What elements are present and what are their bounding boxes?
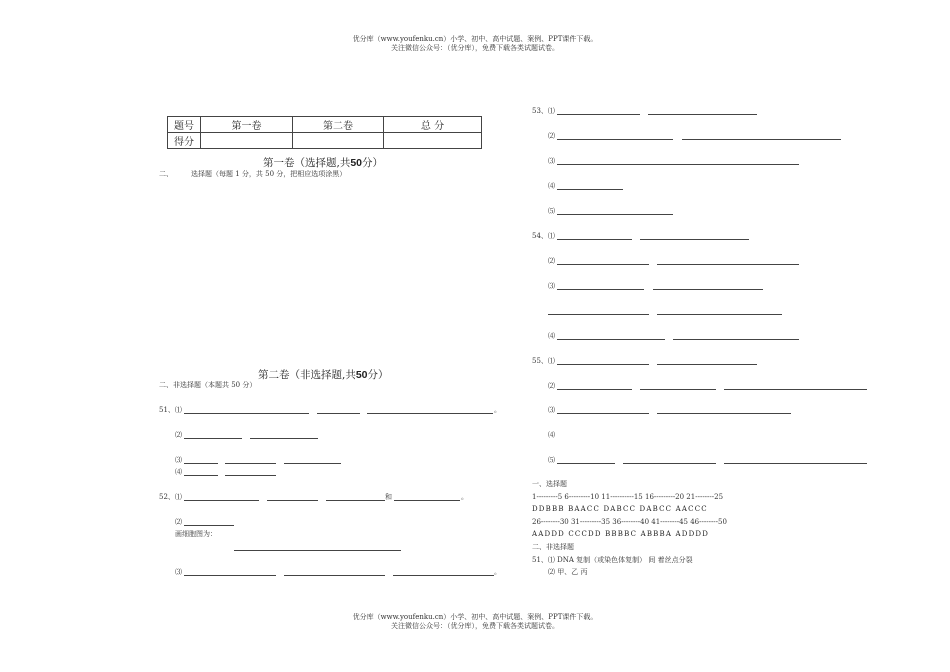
answer-line[interactable]	[557, 264, 649, 265]
answer-line[interactable]	[184, 463, 218, 464]
answer-line[interactable]	[184, 575, 276, 576]
answer-line[interactable]	[648, 114, 757, 115]
part1-title-num: 50	[350, 157, 363, 169]
header-line-2: 关注微信公众号：（优分库），免费下载各类试题试卷。	[391, 44, 559, 52]
answer-line[interactable]	[640, 389, 716, 390]
answer-line[interactable]	[184, 500, 259, 501]
q52-end: 。	[461, 493, 468, 501]
part1-title-end: 分）	[362, 157, 384, 169]
answer-line[interactable]	[548, 314, 649, 315]
score-table-score-row	[168, 133, 482, 149]
answer-line[interactable]	[557, 364, 649, 365]
answer-line[interactable]	[184, 475, 218, 476]
part1-title	[263, 155, 383, 170]
answer-line[interactable]	[557, 164, 799, 165]
answer-line[interactable]	[657, 314, 782, 315]
q55-4-label: ⑷	[548, 431, 555, 439]
q51-label: 51、⑴	[159, 406, 182, 414]
footer-line-2: 关注微信公众号：（优分库），免费下载各类试题试卷。	[391, 622, 559, 630]
answers-heading-2: 二、非选择题	[532, 543, 574, 551]
q53-2-label: ⑵	[548, 132, 555, 140]
part2-title-text: 第二卷（非选择题,共	[258, 369, 356, 381]
answer-line[interactable]	[225, 475, 276, 476]
q54-2-label: ⑵	[548, 257, 555, 265]
score-table	[167, 116, 482, 149]
q54-3-label: ⑶	[548, 282, 555, 290]
q53-5-label: ⑸	[548, 207, 555, 215]
q52-label: 52、⑴	[159, 493, 182, 501]
part1-title-text: 第一卷（选择题,共	[263, 157, 351, 169]
q55-2-label: ⑵	[548, 382, 555, 390]
answer-line[interactable]	[557, 389, 632, 390]
answer-line[interactable]	[394, 500, 460, 501]
q52-3-end: 。	[494, 568, 501, 576]
answer-line[interactable]	[184, 438, 242, 439]
q55-3-label: ⑶	[548, 406, 555, 414]
q53-label: 53、⑴	[532, 107, 555, 115]
q53-3-label: ⑶	[548, 157, 555, 165]
q51-4-label: ⑷	[175, 468, 182, 476]
q53-4-label: ⑷	[548, 182, 555, 190]
q52-3-label: ⑶	[175, 568, 182, 576]
score-table-cell: 得分	[168, 133, 201, 149]
answers-ranges-2: 26--------30 31---------35 36--------40 41--------45 46--------50	[532, 518, 727, 526]
answer-line[interactable]	[393, 575, 494, 576]
part2-section-text: 二、非选择题（本题共 50 分）	[159, 381, 257, 389]
answers-heading-1: 一、选择题	[532, 480, 567, 488]
q54-4-label: ⑷	[548, 332, 555, 340]
answer-line[interactable]	[557, 239, 632, 240]
answer-line[interactable]	[557, 189, 623, 190]
answer-line[interactable]	[250, 438, 318, 439]
score-table-header-row	[168, 117, 482, 133]
answer-line[interactable]	[724, 389, 867, 390]
part2-title	[258, 367, 389, 382]
q55-label: 55、⑴	[532, 357, 555, 365]
answers-letters-2: AADDD CCCDD BBBBC ABBBA ADDDD	[532, 530, 710, 538]
answer-line[interactable]	[284, 463, 341, 464]
answer-51-1: 51、⑴ DNA 复制（或染色体复制） 间 着丝点分裂	[532, 556, 693, 564]
part1-section-text: 选择题（每题 1 分，共 50 分，把相应选项涂黑）	[191, 170, 347, 178]
answer-line[interactable]	[557, 289, 644, 290]
score-table-cell: 第一卷	[201, 117, 293, 133]
score-table-cell	[384, 133, 482, 149]
part2-title-num: 50	[355, 369, 368, 381]
footer-line-1: 优分库（www.youfenku.cn）小学、初中、高中试题、案例、PPT课件下载。	[352, 613, 598, 621]
answer-line[interactable]	[326, 500, 385, 501]
answer-line[interactable]	[682, 139, 841, 140]
q52-draw-label: 画细胞图为：	[175, 530, 217, 538]
answer-line[interactable]	[284, 575, 385, 576]
answer-line[interactable]	[557, 339, 665, 340]
answer-line[interactable]	[267, 500, 318, 501]
answer-line[interactable]	[657, 264, 799, 265]
answer-line[interactable]	[653, 289, 763, 290]
answer-line[interactable]	[623, 463, 716, 464]
q51-2-label: ⑵	[175, 431, 182, 439]
score-table-cell	[201, 133, 293, 149]
score-table-cell: 第二卷	[293, 117, 384, 133]
answer-line[interactable]	[640, 239, 749, 240]
answer-line[interactable]	[657, 364, 757, 365]
part2-title-end: 分）	[367, 369, 389, 381]
part1-section-num: 二、	[159, 170, 173, 178]
answer-line[interactable]	[557, 114, 640, 115]
answer-51-2: ⑵ 甲、乙 丙	[548, 568, 588, 576]
answers-ranges-1: 1---------5 6---------10 11----------15 16---------20 21--------25	[532, 493, 724, 501]
answer-line[interactable]	[673, 339, 799, 340]
answer-line[interactable]	[234, 550, 401, 551]
answer-line[interactable]	[557, 214, 673, 215]
score-table-cell: 总 分	[384, 117, 482, 133]
answer-line[interactable]	[184, 525, 234, 526]
q55-5-label: ⑸	[548, 456, 555, 464]
q52-2-label: ⑵	[175, 518, 182, 526]
answer-line[interactable]	[184, 413, 309, 414]
header-line-1: 优分库（www.youfenku.cn）小学、初中、高中试题、案例、PPT课件下载。	[352, 35, 598, 43]
answer-line[interactable]	[225, 463, 276, 464]
answers-letters-1: DDBBB BAACC DABCC DABCC AACCC	[532, 505, 708, 513]
answer-line[interactable]	[317, 413, 360, 414]
answer-line[interactable]	[367, 413, 493, 414]
score-table-cell: 题号	[168, 117, 201, 133]
answer-line[interactable]	[557, 413, 649, 414]
answer-line[interactable]	[557, 139, 673, 140]
answer-line[interactable]	[557, 463, 615, 464]
q54-label: 54、⑴	[532, 232, 555, 240]
answer-line[interactable]	[657, 413, 791, 414]
score-table-cell	[293, 133, 384, 149]
q51-end: 。	[494, 406, 501, 414]
answer-line[interactable]	[724, 463, 867, 464]
q51-3-label: ⑶	[175, 456, 182, 464]
q52-and: 和	[385, 493, 392, 501]
